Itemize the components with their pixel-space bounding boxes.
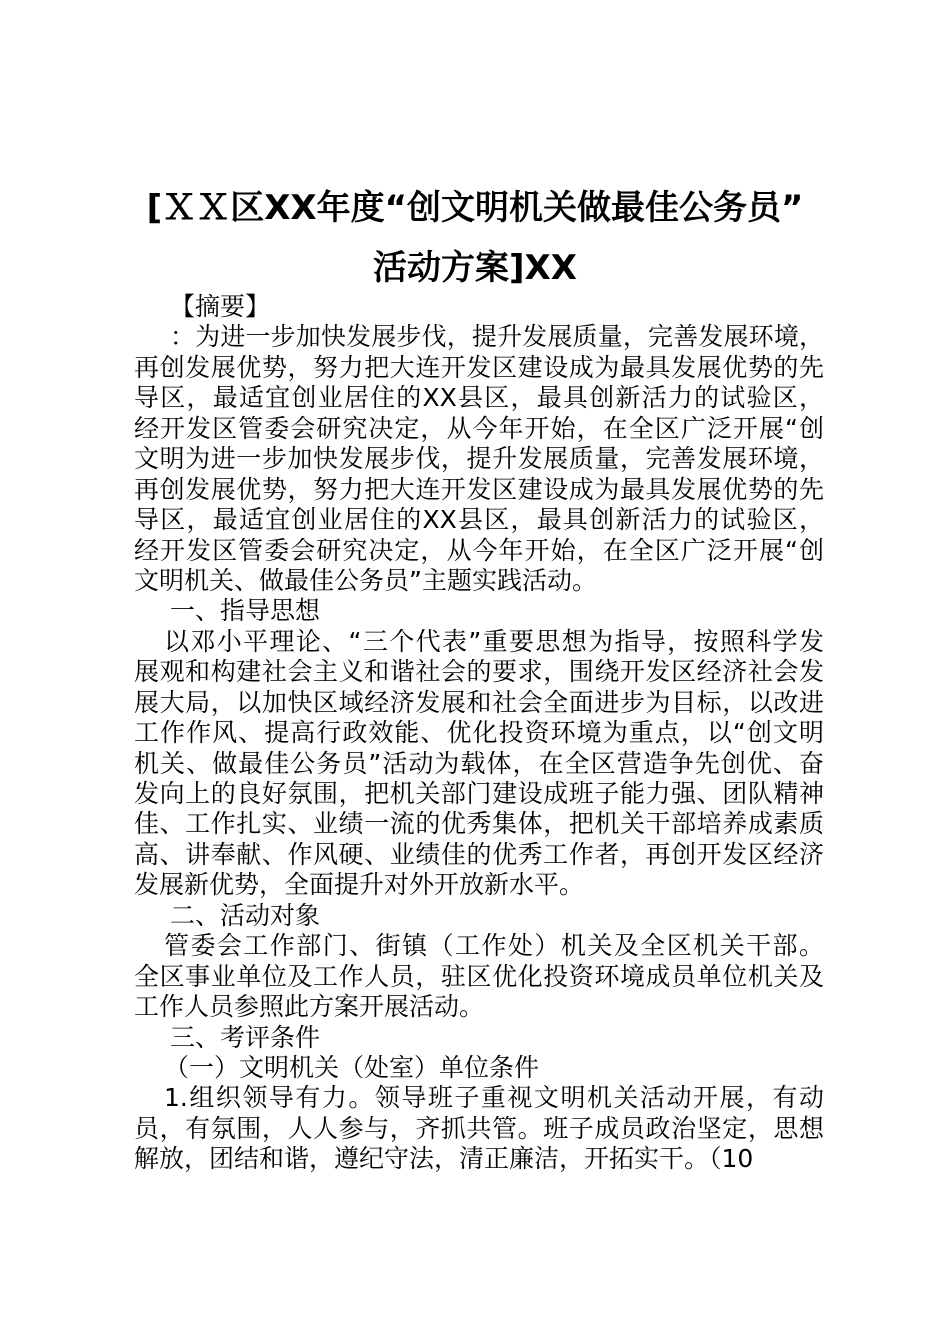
text-line: ：为进一步加快发展步伐，提升发展质量，完善发展环境， <box>170 322 824 352</box>
text-line: 三、考评条件 <box>170 1022 321 1052</box>
text-line: 导区，最适宜创业居住的XX县区，最具创新活力的试验区， <box>134 505 824 535</box>
text-line: 二、活动对象 <box>170 900 321 930</box>
text-line: 文明为进一步加快发展步伐，提升发展质量，完善发展环境， <box>134 444 824 474</box>
text-line: 再创发展优势，努力把大连开发区建设成为最具发展优势的先 <box>134 474 824 504</box>
text-line: 文明机关、做最佳公务员”主题实践活动。 <box>134 565 597 595</box>
text-line: 工作作风、提高行政效能、优化投资环境为重点，以“创文明 <box>134 718 824 748</box>
text-line: （一）文明机关（处室）单位条件 <box>164 1052 540 1082</box>
text-line: 机关、做最佳公务员”活动为载体，在全区营造争先创优、奋 <box>134 748 824 778</box>
text-line: 管委会工作部门、街镇（工作处）机关及全区机关干部。 <box>164 931 824 961</box>
document-body <box>134 292 824 1175</box>
text-line: 全区事业单位及工作人员，驻区优化投资环境成员单位机关及 <box>134 961 824 991</box>
text-line: 展大局，以加快区域经济发展和社会全面进步为目标，以改进 <box>134 687 824 717</box>
text-line: 高、讲奉献、作风硬、业绩佳的优秀工作者，再创开发区经济 <box>134 839 824 869</box>
text-line: 员，有氛围，人人参与，齐抓共管。班子成员政治坚定，思想 <box>134 1113 824 1143</box>
document-title-line-1: [ＸＸ区XX年度“创文明机关做最佳公务员” <box>146 188 804 228</box>
text-line: 一、指导思想 <box>170 596 321 626</box>
text-line: 经开发区管委会研究决定，从今年开始，在全区广泛开展“创 <box>134 413 824 443</box>
text-line: 以邓小平理论、“三个代表”重要思想为指导，按照科学发 <box>164 626 824 656</box>
text-line: 工作人员参照此方案开展活动。 <box>134 992 485 1022</box>
document-title-line-2: 活动方案]XX <box>373 248 577 288</box>
text-line: 解放，团结和谐，遵纪守法，清正廉洁，开拓实干。（10 <box>134 1144 754 1174</box>
text-line: 发向上的良好氛围，把机关部门建设成班子能力强、团队精神 <box>134 779 824 808</box>
text-line: 导区，最适宜创业居住的XX县区，最具创新活力的试验区， <box>134 383 824 413</box>
text-line: 再创发展优势，努力把大连开发区建设成为最具发展优势的先 <box>134 352 824 382</box>
text-line: 佳、工作扎实、业绩一流的优秀集体，把机关干部培养成素质 <box>134 809 824 839</box>
text-line: 发展新优势，全面提升对外开放新水平。 <box>134 870 585 900</box>
text-line: 经开发区管委会研究决定，从今年开始，在全区广泛开展“创 <box>134 535 824 565</box>
text-line: 1.组织领导有力。领导班子重视文明机关活动开展，有动 <box>164 1083 824 1113</box>
text-line: 展观和构建社会主义和谐社会的要求，围绕开发区经济社会发 <box>134 657 824 687</box>
text-line: 【摘要】 <box>170 292 271 321</box>
